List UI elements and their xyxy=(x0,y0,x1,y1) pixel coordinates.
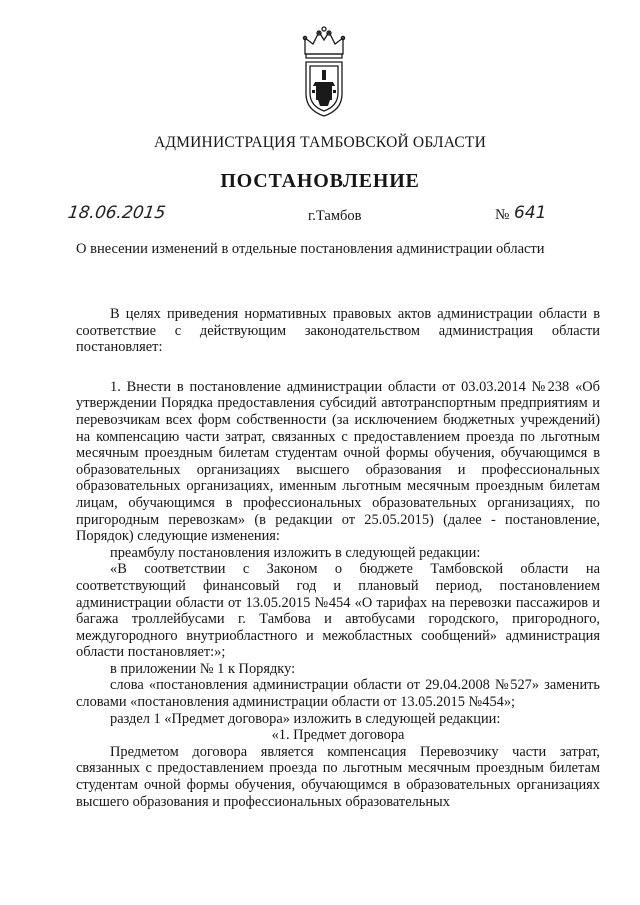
city: г.Тамбов xyxy=(308,208,362,224)
number-sign: № xyxy=(495,207,510,223)
document-body xyxy=(76,306,600,810)
section1-change-paragraph: раздел 1 «Предмет договора» изложить в следующей редакции: xyxy=(110,710,501,727)
organization-title: АДМИНИСТРАЦИЯ ТАМБОВСКОЙ ОБЛАСТИ xyxy=(154,134,486,151)
item-1-paragraph: 1. Внести в постановление администрации области от 03.03.2014 №238 «Об утверждении Порядка предоставления субсидий автотранспортным предприятиям и перевозчикам всех форм собственности (за исключением бюджетных учреждений) на компенсацию части затрат, связанных с предоставлением проезда по льготным месячным проездным билетам студентам очной формы обучения, обучающимся в образовательных организациях высшего образования и профессиональных образовательных организациях, именным льготным месячным проездным билетам лицам, обучающимся в профессиональных образовательных организациях, по пригородным перевозкам» (в редакции от 25.05.2015) (далее - постановление, Порядок) следующие изменения: xyxy=(76,378,600,545)
section1-title: «1. Предмет договора xyxy=(271,727,405,744)
tambov-coat-of-arms-icon xyxy=(297,24,351,120)
section1-text-paragraph: Предметом договора является компенсация Перевозчику части затрат, связанных с предоставлением проезда по льготным месячным проездным билетам студентам очной формы обучения, обучающимся в образовательных организациях высшего образования и профессиональных образовательных xyxy=(76,743,600,810)
preamble-change-paragraph: преамбулу постановления изложить в следующей редакции: xyxy=(110,544,481,561)
handwritten-number: 641 xyxy=(514,203,547,223)
words-replace-paragraph: слова «постановления администрации области от 29.04.2008 №527» заменить словами «постановления администрации области от 13.05.2015 №454»; xyxy=(76,677,600,711)
document-type: ПОСТАНОВЛЕНИЕ xyxy=(220,170,420,192)
preamble-quote-paragraph: «В соответствии с Законом о бюджете Тамбовской области на соответствующий финансовый год и плановый период, постановлением администрации области от 13.05.2015 №454 «О тарифах на перевозки пассажиров и багажа троллейбусами г. Тамбова и автобусами городского, пригородного, междугородного внутриобластного и межобластных сообщений» администрация области постановляет:»; xyxy=(76,561,600,661)
preamble-paragraph: В целях приведения нормативных правовых актов администрации области в соответствие с действующим законодательством администрация области постановляет: xyxy=(76,306,600,356)
document-subject: О внесении изменений в отдельные постановления администрации области xyxy=(76,241,545,257)
appendix-ref-paragraph: в приложении № 1 к Порядку: xyxy=(110,660,296,677)
handwritten-date: 18.06.2015 xyxy=(66,203,167,223)
